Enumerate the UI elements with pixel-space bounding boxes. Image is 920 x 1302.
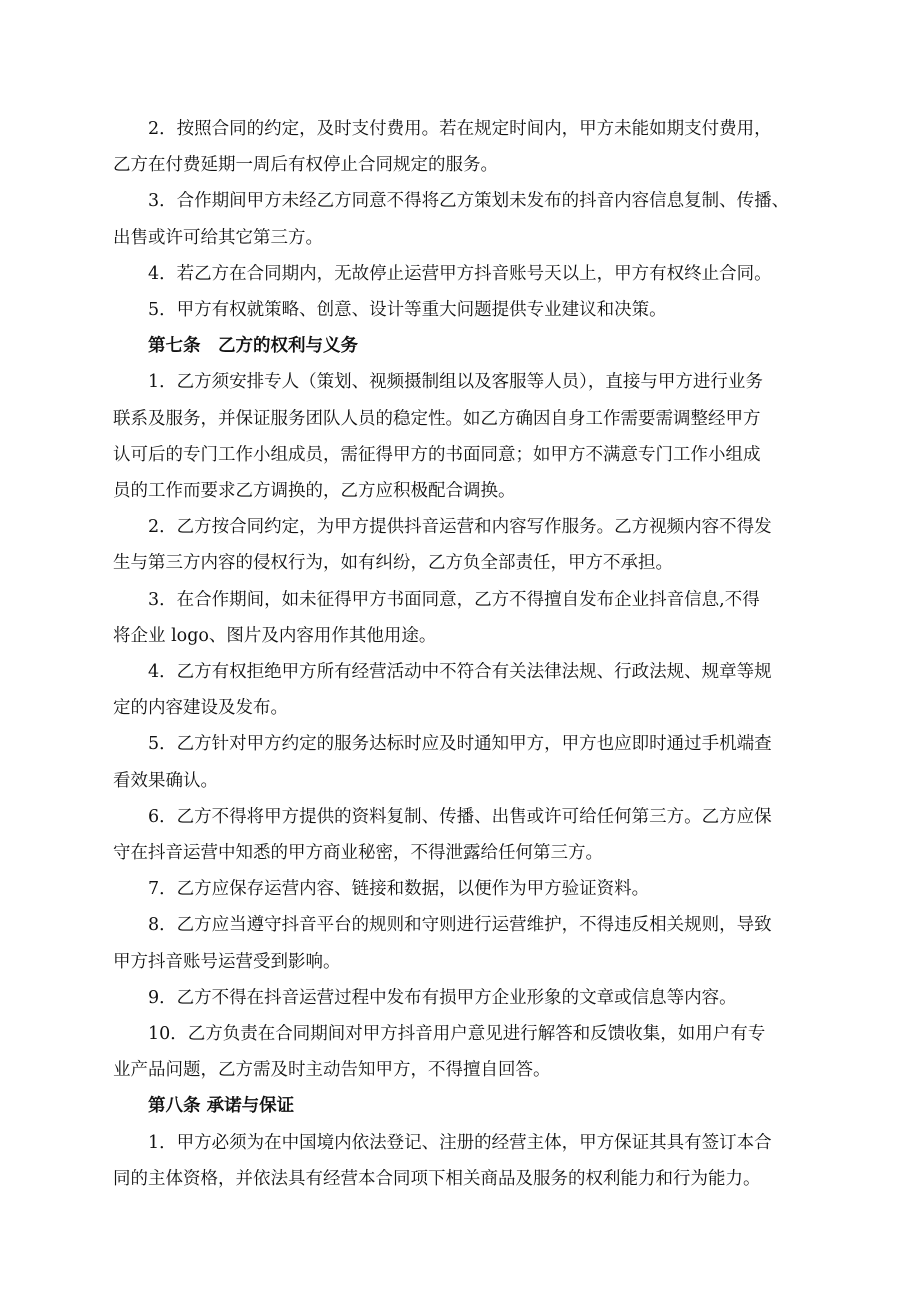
document-body <box>113 111 823 1197</box>
text-line: 1．乙方须安排专人（策划、视频摄制组以及客服等人员），直接与甲方进行业务 <box>148 372 763 393</box>
clause-paragraph <box>113 509 823 581</box>
text-line: 同的主体资格，并依法具有经营本合同项下相关商品及服务的权利能力和行为能力。 <box>113 1168 761 1189</box>
text-line: 将企业 logo、图片及内容用作其他用途。 <box>113 625 437 646</box>
text-line: 看效果确认。 <box>113 770 218 791</box>
clause-paragraph <box>113 364 823 509</box>
text-line: 5．乙方针对甲方约定的服务达标时应及时通知甲方，甲方也应即时通过手机端查 <box>148 734 772 755</box>
text-line: 5．甲方有权就策略、创意、设计等重大问题提供专业建议和决策。 <box>148 300 667 321</box>
clause-paragraph <box>113 980 823 1016</box>
text-line: 8．乙方应当遵守抖音平台的规则和守则进行运营维护，不得违反相关规则，导致 <box>148 915 772 936</box>
section-heading: 第七条 乙方的权利与义务 <box>148 336 358 357</box>
text-line: 3．在合作期间，如未征得甲方书面同意，乙方不得擅自发布企业抖音信息,不得 <box>148 589 760 610</box>
clause-paragraph <box>113 111 823 183</box>
clause-paragraph <box>113 871 823 907</box>
text-line: 10．乙方负责在合同期间对甲方抖音用户意见进行解答和反馈收集，如用户有专 <box>148 1024 766 1045</box>
text-line: 1．甲方必须为在中国境内依法登记、注册的经营主体，甲方保证其具有签订本合 <box>148 1132 772 1153</box>
text-line: 甲方抖音账号运营受到影响。 <box>113 951 341 972</box>
text-line: 认可后的专门工作小组成员，需征得甲方的书面同意；如甲方不满意专门工作小组成 <box>113 444 761 465</box>
text-line: 2．按照合同的约定，及时支付费用。若在规定时间内，甲方未能如期支付费用， <box>148 119 772 139</box>
clause-paragraph <box>113 799 823 871</box>
text-line: 定的内容建设及发布。 <box>113 698 288 719</box>
clause-paragraph <box>113 1016 823 1088</box>
text-line: 2．乙方按合同约定，为甲方提供抖音运营和内容写作服务。乙方视频内容不得发 <box>148 517 772 538</box>
clause-paragraph <box>113 654 823 726</box>
clause-paragraph <box>113 292 823 328</box>
text-line: 7．乙方应保存运营内容、链接和数据，以便作为甲方验证资料。 <box>148 879 650 900</box>
text-line: 4．乙方有权拒绝甲方所有经营活动中不符合有关法律法规、行政法规、规章等规 <box>148 662 772 683</box>
text-line: 3．合作期间甲方未经乙方同意不得将乙方策划未发布的抖音内容信息复制、传播、 <box>148 191 790 212</box>
clause-paragraph <box>113 582 823 654</box>
clause-paragraph <box>113 1125 823 1197</box>
text-line: 乙方在付费延期一周后有权停止合同规定的服务。 <box>113 155 498 176</box>
text-line: 员的工作而要求乙方调换的，乙方应积极配合调换。 <box>113 481 516 502</box>
section-heading: 第八条 承诺与保证 <box>148 1096 295 1117</box>
text-line: 4．若乙方在合同期内，无故停止运营甲方抖音账号天以上，甲方有权终止合同。 <box>148 263 772 284</box>
text-line: 出售或许可给其它第三方。 <box>113 227 323 248</box>
text-line: 守在抖音运营中知悉的甲方商业秘密，不得泄露给任何第三方。 <box>113 843 603 864</box>
text-line: 生与第三方内容的侵权行为，如有纠纷，乙方负全部责任，甲方不承担。 <box>113 553 673 574</box>
text-line: 业产品问题，乙方需及时主动告知甲方，不得擅自回答。 <box>113 1060 551 1081</box>
text-line: 6．乙方不得将甲方提供的资料复制、传播、出售或许可给任何第三方。乙方应保 <box>148 806 772 827</box>
text-line: 联系及服务，并保证服务团队人员的稳定性。如乙方确因自身工作需要需调整经甲方 <box>113 408 761 429</box>
text-line: 9．乙方不得在抖音运营过程中发布有损甲方企业形象的文章或信息等内容。 <box>148 987 737 1008</box>
clause-paragraph <box>113 907 823 979</box>
clause-paragraph <box>113 726 823 798</box>
clause-paragraph <box>113 183 823 255</box>
clause-paragraph <box>113 256 823 292</box>
